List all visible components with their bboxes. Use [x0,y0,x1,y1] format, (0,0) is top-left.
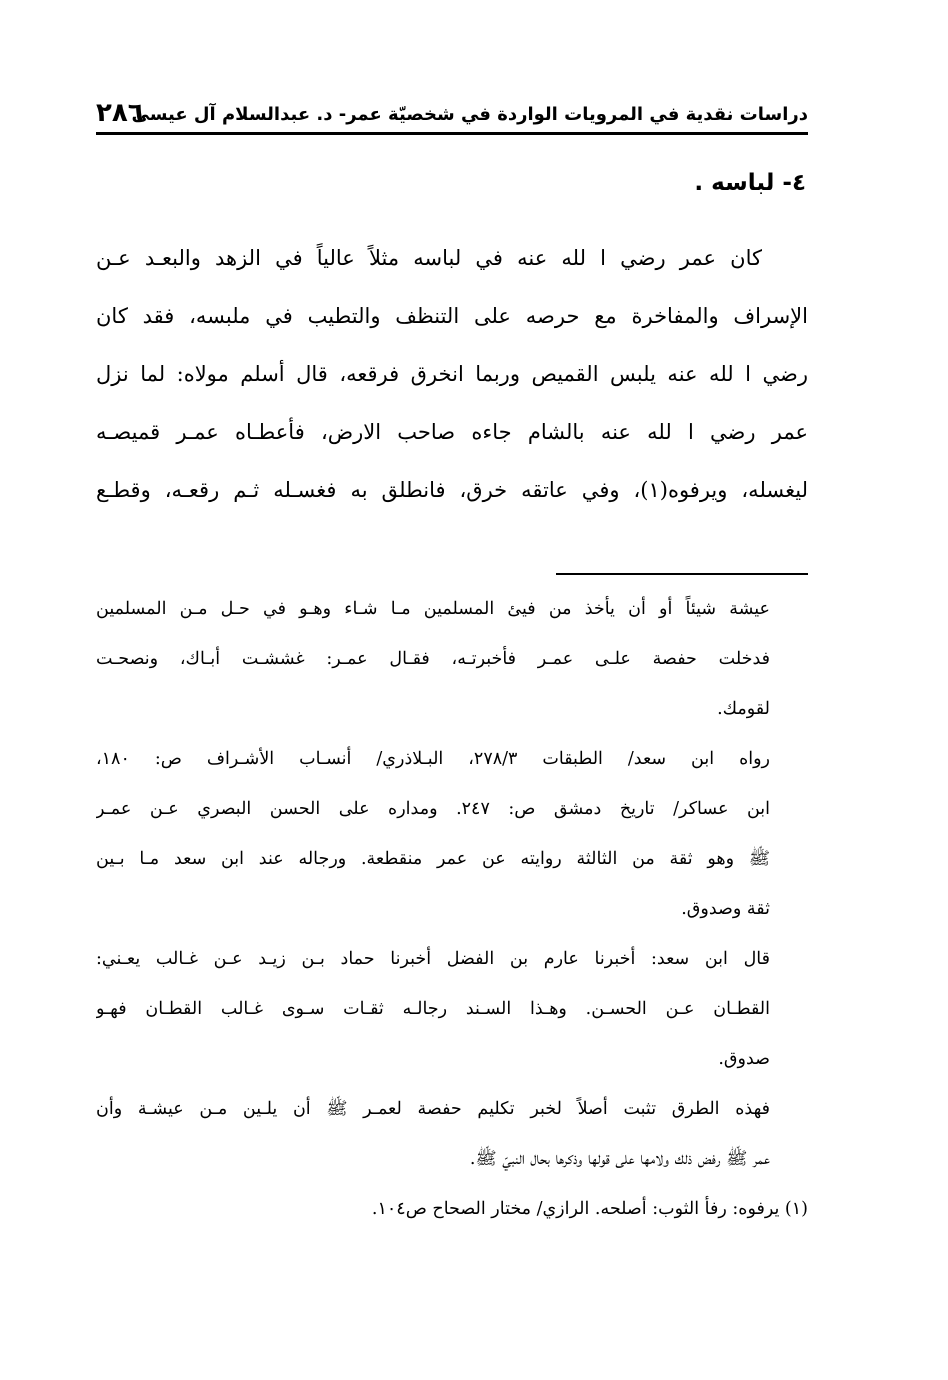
footnote-line: عيشة شيئاً أو أن يأخذ من فيئ المسلمين مـا شـاء وهـو في حـل مـن المسلمين [96,599,770,619]
footnote-line: فدخلت حفصة علـى عمـر فأخبرتـه، فقـال عمـر: غششـت أبـاك، ونصحـت [96,649,770,669]
footnote-line: ﷺ وهو ثقة من الثالثة روايته عن عمر منقطعة. ورجاله عند ابن سعد مـا بـين [96,849,770,869]
body-line: كان عمر رضي ا لله عنه في لباسه مثلاً عالياً في الزهد والبعـد عـن [96,246,762,270]
footnote-line: فهذه الطرق تثبت أصلاً لخبر تكليم حفصة لعمـر ﷺ أن يلـين مـن عيشـة وأن [96,1099,770,1119]
footnote-line: عمر ﷺ رفض ذلك ولامها على قولها وذكرها بحال النبيّ ﷺ. [469,1149,770,1169]
footnote-line: ثقة وصدوق. [681,899,770,919]
page-number: ٢٨٦ [96,98,144,128]
body-line: عمر رضي ا لله عنه بالشام جاءه صاحب الارض، فأعطـاه عمـر قميصـه [96,420,808,444]
footnote-line: رواه ابن سعد/ الطبقات ٢٧٨/٣، البـلاذري/ أنسـاب الأشـراف ص: ١٨٠، [96,749,771,769]
body-line: رضي ا لله عنه يلبس القميص وربما انخرق فرقعه، قال أسلم مولاه: لما نزل [96,362,808,386]
body-paragraph [96,232,808,522]
footnote-line: صدوق. [718,1049,770,1069]
footnote-separator [556,573,808,575]
section-heading: ٤- لباسه . [694,170,806,196]
body-line: الإسراف والمفاخرة مع حرصه على التنظف والتطيب في ملبسه، فقد كان [96,304,808,328]
footnotes [96,586,808,1236]
header-title: دراسات نقدية في المرويات الواردة في شخصيّة عمر- د. عبدالسلام آل عيسى [131,104,808,125]
body-line: ليغسله، ويرفوه(١)، وفي عاتقه خرق، فانطلق به فغسـله ثـم رقعـه، وقطـع [96,478,808,502]
footnote-line: ابن عساكر/ تاريخ دمشق ص: ٢٤٧. ومداره على الحسن البصري عـن عمـر [96,799,770,819]
footnote-line: (١) يرفوه: رفأ الثوب: أصلحه. الرازي/ مختار الصحاح ص١٠٤. [371,1199,808,1219]
footnote-line: لقومك. [717,699,770,719]
header-rule [96,132,808,135]
footnote-line: قال ابن سعد: أخبرنا عارم بن الفضل أخبرنا حماد بـن زيـد عـن غـالب يعـني: [96,949,770,969]
footnote-line: القطـان عـن الحسـن. وهـذا السـند رجالـه ثقـات سـوى غـالب القطـان فهـو [96,999,770,1019]
running-header [96,98,808,132]
